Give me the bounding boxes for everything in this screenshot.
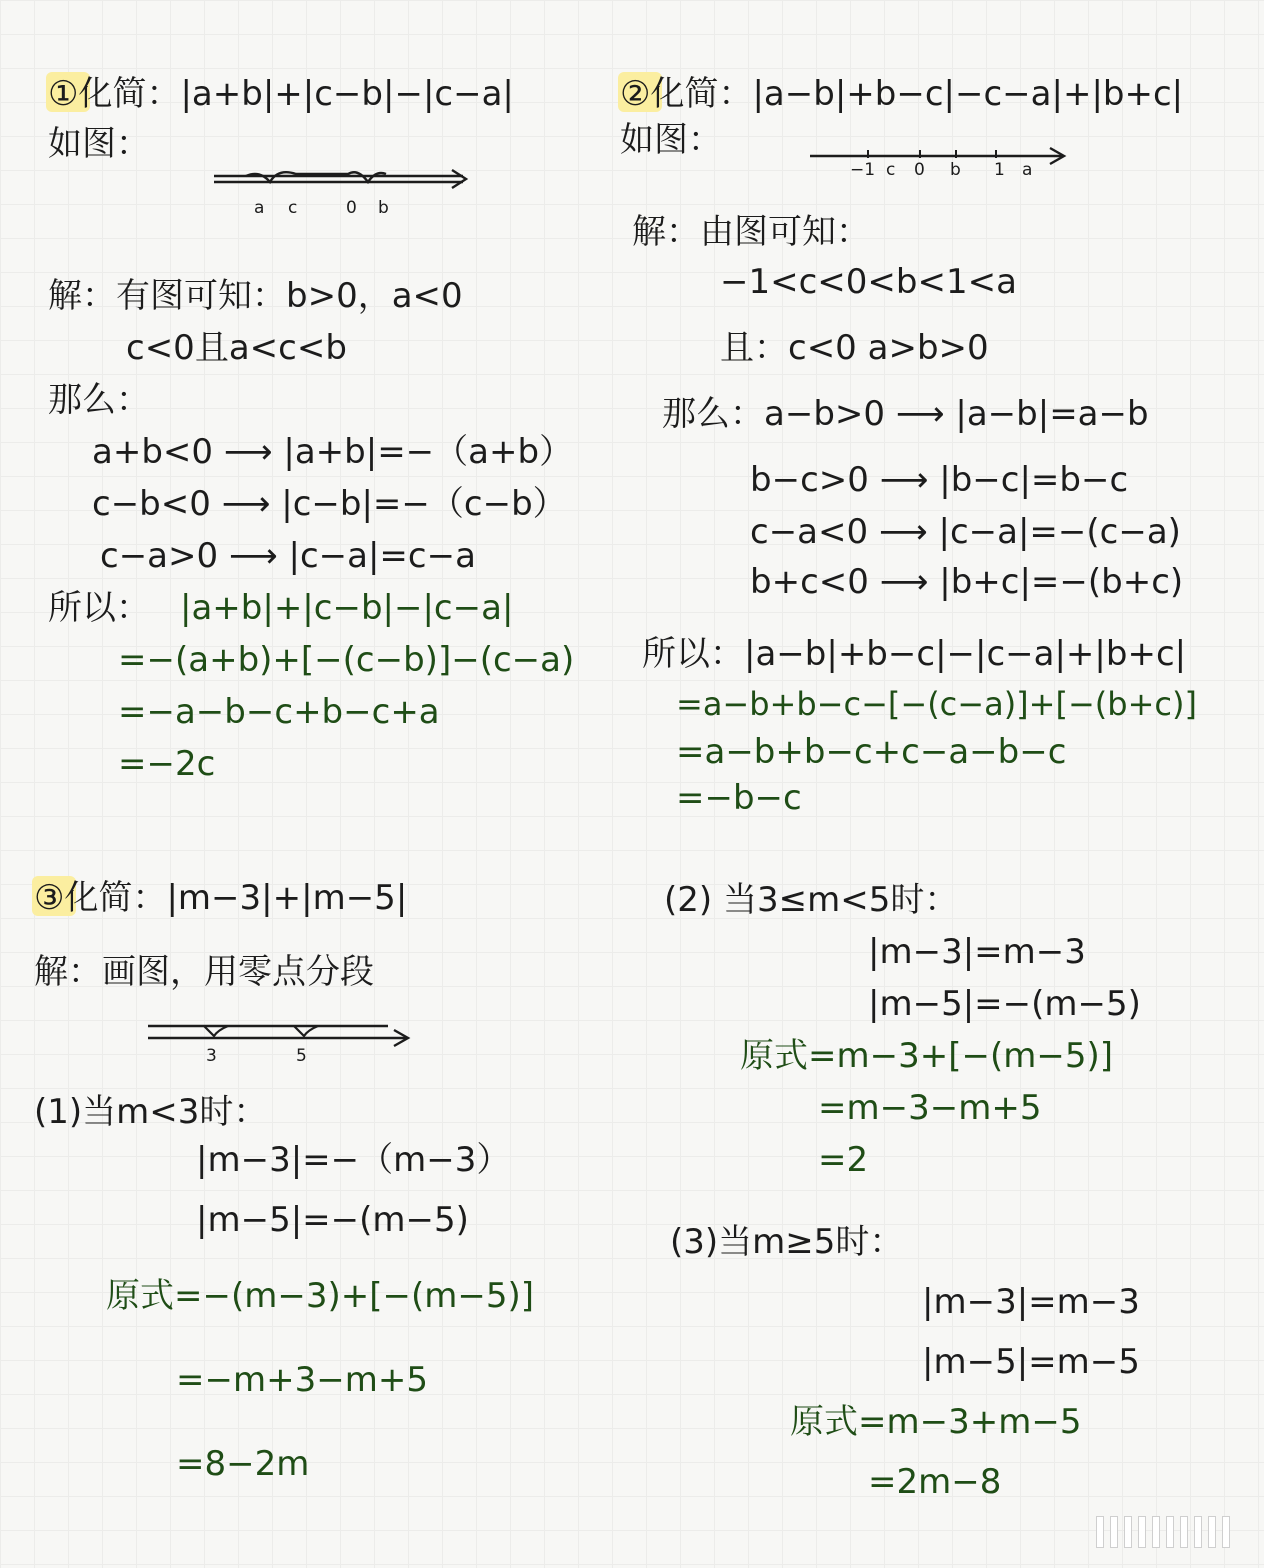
problem1-so-expr: |a+b|+|c−b|−|c−a| (180, 588, 514, 628)
problem1-so-label: 所以： (48, 588, 150, 628)
problem1-step-2: c−b<0 ⟶ |c−b|=−（c−b） (92, 484, 567, 524)
problem2-solution-line-3: 且：c<0 a>b>0 (720, 328, 989, 368)
problem1-solution-line-1: 解：有图可知：b>0，a<0 (48, 276, 463, 316)
case3-line-2: |m−5|=m−5 (922, 1342, 1140, 1382)
case1-result-2: =−m+3−m+5 (176, 1360, 428, 1400)
case2-line-1: |m−3|=m−3 (868, 932, 1086, 972)
p1-label-a: a (254, 198, 265, 218)
problem1-result-3: =−2c (118, 744, 216, 784)
problem1-step-3: c−a>0 ⟶ |c−a|=c−a (100, 536, 476, 576)
problem1-step-1: a+b<0 ⟶ |a+b|=−（a+b） (92, 432, 574, 472)
problem1-solution-line-2: c<0且a<c<b (126, 328, 347, 368)
case2-line-2: |m−5|=−(m−5) (868, 984, 1141, 1024)
p2-label-a: a (1022, 160, 1033, 180)
problem2-result-1: =a−b+b−c−[−(c−a)]+[−(b+c)] (676, 685, 1197, 723)
problem2-result-2: =a−b+b−c+c−a−b−c (676, 732, 1067, 772)
watermark (1096, 1516, 1230, 1548)
problem2-result-3: =−b−c (676, 778, 802, 818)
problem2-step-2: b−c>0 ⟶ |b−c|=b−c (750, 460, 1129, 500)
p3-label-5: 5 (296, 1046, 307, 1066)
p2-label-1: 1 (994, 160, 1005, 180)
problem3-solution-line: 解：画图，用零点分段 (34, 952, 374, 992)
case1-line-1: |m−3|=−（m−3） (196, 1140, 511, 1180)
case1-line-2: |m−5|=−(m−5) (196, 1200, 469, 1240)
problem2-solution-line-2: −1<c<0<b<1<a (720, 262, 1017, 302)
problem2-step-3: c−a<0 ⟶ |c−a|=−(c−a) (750, 512, 1181, 552)
case2-result-1: 原式=m−3+[−(m−5)] (740, 1036, 1114, 1076)
case2-result-2: =m−3−m+5 (818, 1088, 1042, 1128)
problem2-title: ②化简：|a−b|+b−c|−c−a|+|b+c| (620, 74, 1184, 114)
p3-label-3: 3 (206, 1046, 217, 1066)
problem2-solution-line-1: 解：由图可知： (632, 212, 870, 252)
problem1-title: ①化简：|a+b|+|c−b|−|c−a| (48, 74, 514, 114)
problem1-then-label: 那么： (48, 380, 150, 420)
problem2-step-1: 那么：a−b>0 ⟶ |a−b|=a−b (662, 394, 1149, 434)
problem1-result-2: =−a−b−c+b−c+a (118, 692, 440, 732)
case3-result-2: =2m−8 (868, 1462, 1002, 1502)
p1-label-0: 0 (346, 198, 357, 218)
p2-label-0: 0 (914, 160, 925, 180)
case1-heading: (1)当m<3时： (34, 1092, 268, 1132)
case1-result-3: =8−2m (176, 1444, 310, 1484)
problem2-figure-label: 如图： (620, 120, 722, 160)
problem1-number-line (208, 166, 478, 206)
problem2-step-4: b+c<0 ⟶ |b+c|=−(b+c) (750, 562, 1184, 602)
p2-label-b: b (950, 160, 961, 180)
problem3-title: ③化简：|m−3|+|m−5| (34, 878, 408, 918)
case3-heading: (3)当m≥5时： (670, 1222, 904, 1262)
problem1-figure-label: 如图： (48, 124, 150, 164)
case2-heading: (2) 当3≤m<5时： (664, 880, 959, 920)
p1-label-c: c (288, 198, 298, 218)
case3-result-1: 原式=m−3+m−5 (790, 1402, 1082, 1442)
p2-label-minus1: −1 (850, 160, 876, 180)
p1-label-b: b (378, 198, 389, 218)
problem1-result-1: =−(a+b)+[−(c−b)]−(c−a) (118, 640, 575, 680)
case3-line-1: |m−3|=m−3 (922, 1282, 1140, 1322)
problem2-so-line: 所以：|a−b|+b−c|−|c−a|+|b+c| (642, 634, 1187, 674)
problem3-number-line (144, 1018, 420, 1054)
case1-result-1: 原式=−(m−3)+[−(m−5)] (106, 1276, 535, 1316)
problem2-number-line (804, 144, 1074, 170)
p2-label-c: c (886, 160, 896, 180)
case2-result-3: =2 (818, 1140, 869, 1180)
